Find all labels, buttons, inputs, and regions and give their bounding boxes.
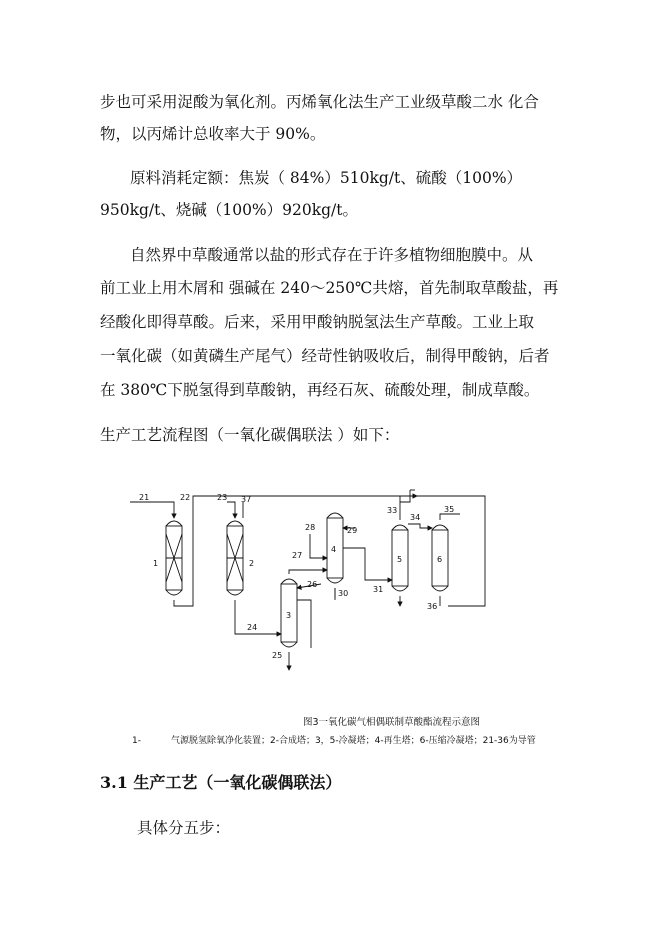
pipe-label-28: 28 <box>305 523 316 532</box>
paragraph-3-line-5: 在 380℃下脱氢得到草酸钠，再经石灰、硫酸处理，制成草酸。 <box>100 381 540 399</box>
label-vessel-6: 6 <box>437 555 443 564</box>
pipe-label-29: 29 <box>347 526 358 535</box>
paragraph-2-line-1: 原料消耗定额：焦炭（ 84%）510kg/t、硫酸（100%） <box>130 169 523 187</box>
flowchart-intro: 生产工艺流程图（一氧化碳偶联法 ）如下： <box>100 426 400 444</box>
label-vessel-1: 1 <box>153 559 159 568</box>
pipe-label-34: 34 <box>410 513 421 522</box>
pipe-label-33: 33 <box>387 506 398 515</box>
pipe-label-37: 37 <box>241 495 252 504</box>
pipe-label-26: 26 <box>307 580 318 589</box>
pipe-label-31: 31 <box>373 585 384 594</box>
pipe-label-27: 27 <box>292 551 303 560</box>
figure-legend <box>132 733 536 746</box>
paragraph-1-line-2: 物，以丙烯计总收率大于 90%。 <box>100 125 326 143</box>
pipe-label-25: 25 <box>272 651 283 660</box>
section-heading: 3.1 生产工艺（一氧化碳偶联法） <box>100 773 342 792</box>
pipe-label-35: 35 <box>444 505 455 514</box>
figure-caption: 图3一氧化碳气相偶联制草酸酯流程示意图 <box>303 717 481 728</box>
pipe-label-22: 22 <box>180 493 191 502</box>
pipe-label-30: 30 <box>338 589 349 598</box>
paragraph-3-line-4: 一氧化碳（如黄磷生产尾气）经苛性钠吸收后，制得甲酸钠，后者 <box>100 347 550 365</box>
paragraph-3-line-3: 经酸化即得草酸。后来，采用甲酸钠脱氢法生产草酸。工业上取 <box>100 313 535 331</box>
paragraph-2-line-2: 950kg/t、烧碱（100%）920kg/t。 <box>100 201 359 219</box>
paragraph-1-line-1: 步也可采用浞酸为氧化剂。丙烯氧化法生产工业级草酸二水 化合 <box>100 93 539 111</box>
label-vessel-4: 4 <box>331 545 337 554</box>
paragraph-3-line-2: 前工业上用木屑和 强碱在 240～250℃共熔，首先制取草酸盐，再 <box>100 279 559 297</box>
pipe-label-24: 24 <box>247 623 258 632</box>
section-intro: 具体分五步： <box>137 819 231 837</box>
vessel-2-synthesis-tower <box>227 521 243 595</box>
pipe-label-36: 36 <box>427 602 438 611</box>
label-vessel-2: 2 <box>249 559 255 568</box>
process-flow-diagram <box>125 488 505 688</box>
label-vessel-5: 5 <box>397 555 403 564</box>
figure-legend-number: 1- <box>132 736 141 746</box>
label-vessel-3: 3 <box>286 611 292 620</box>
vessel-1-purifier <box>166 521 182 595</box>
figure-legend-text: 气源脱氢除氧净化装置；2-合成塔；3，5-冷凝塔；4-再生塔；6-压缩冷凝塔；21-36为导管 <box>170 736 536 746</box>
pipe-label-21: 21 <box>139 493 150 502</box>
paragraph-3-line-1: 自然界中草酸通常以盐的形式存在于许多植物细胞膜中。从 <box>130 246 534 264</box>
pipe-label-23: 23 <box>217 493 228 502</box>
